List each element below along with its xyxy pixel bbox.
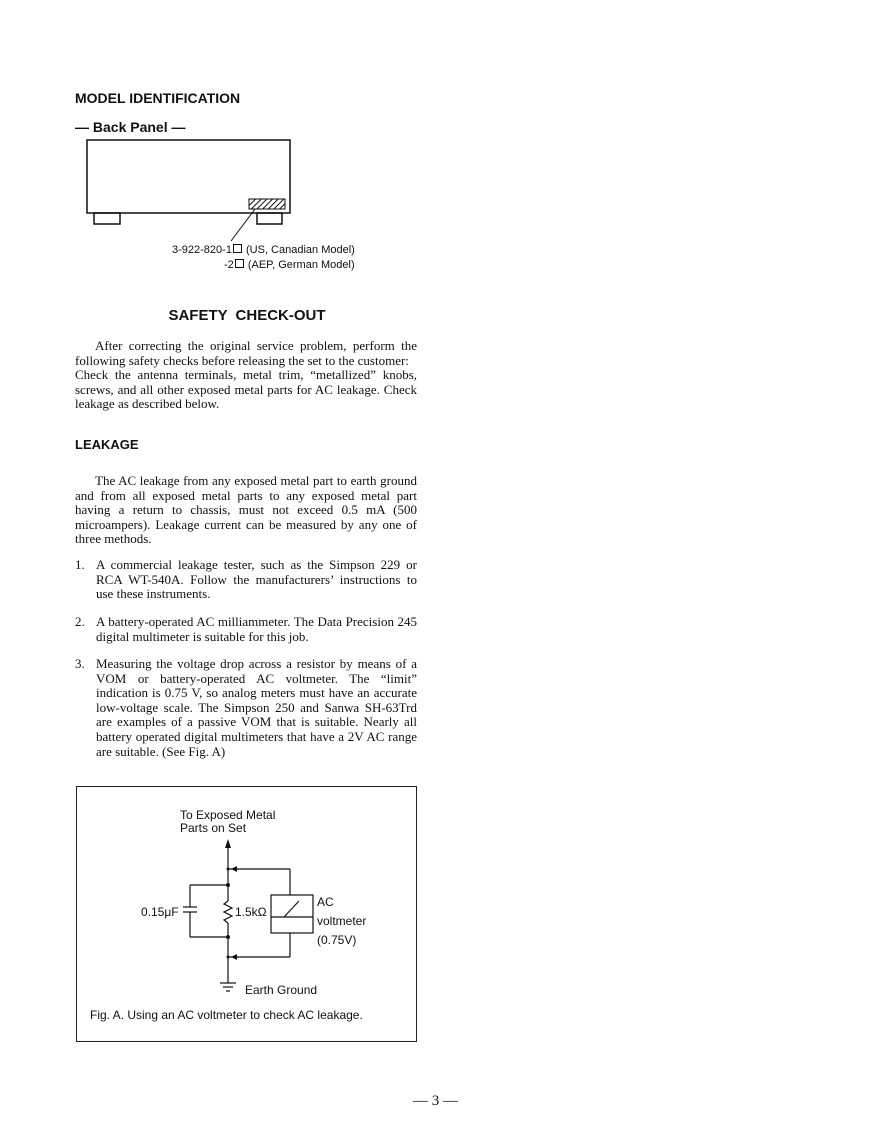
capacitor-label: 0.15μF (141, 905, 179, 919)
page-number: — 3 — (413, 1093, 458, 1109)
method-text: A battery-operated AC milliammeter. The Data Precision 245 digital multimeter is suitable for this job. (96, 614, 417, 644)
box-symbol (235, 259, 244, 268)
intro-paragraph-1: After correcting the original service problem, perform the following safety checks before releasing the set to the customer: (75, 338, 417, 368)
junction-top (226, 883, 230, 887)
leakage-text: The AC leakage from any exposed metal part to earth ground and from all exposed metal parts to any exposed metal part having a return to chassis, must not exceed 0.5 mA (500 microampers). Leakage current can be measured by any one of three methods. (75, 473, 417, 547)
arrow-up (225, 839, 231, 848)
method-item (75, 615, 417, 644)
safety-checkout-heading: SAFETY CHECK-OUT (168, 307, 326, 324)
figure-a-box (76, 786, 417, 1042)
figure-caption: Fig. A. Using an AC voltmeter to check AC leakage. (90, 1008, 363, 1022)
box-symbol (233, 244, 242, 253)
voltmeter-label-line1: AC (317, 895, 334, 909)
voltmeter-needle (284, 901, 299, 917)
method-number: 3. (75, 656, 85, 671)
model-identification-heading: MODEL IDENTIFICATION (75, 90, 241, 106)
leader-line (231, 209, 255, 241)
junction-meter-top (227, 868, 230, 871)
to-metal-label-line2: Parts on Set (180, 821, 247, 835)
panel-foot-right (257, 213, 282, 224)
panel-foot-left (94, 213, 120, 224)
model-label-us: 3-922-820-1 (US, Canadian Model) (172, 244, 355, 256)
safety-intro (75, 339, 417, 412)
junction-bottom (226, 935, 230, 939)
back-panel-subheading: — Back Panel — (75, 119, 186, 135)
model-label-aep: -2 (AEP, German Model) (224, 259, 355, 271)
to-metal-label-line1: To Exposed Metal (180, 808, 276, 822)
voltmeter-box (271, 895, 313, 933)
resistor-zigzag (224, 901, 232, 923)
leakage-paragraph (75, 474, 417, 547)
leakage-heading: LEAKAGE (75, 437, 139, 452)
earth-ground-label: Earth Ground (245, 983, 318, 997)
junction-meter-bottom (227, 956, 230, 959)
intro-paragraph-2: Check the antenna terminals, metal trim, “metallized” knobs, screws, and all other exposed metal parts for AC leakage. Check leakage as described below. (75, 367, 417, 412)
resistor-label: 1.5kΩ (235, 905, 267, 919)
method-number: 2. (75, 614, 85, 629)
method-text: Measuring the voltage drop across a resistor by means of a VOM or battery-operated AC voltmeter. The “limit” indication is 0.75 V, so analog meters must have an accurate low-voltage scale. The Simpson 250 and Sanwa SH-63Trd are examples of a passive VOM that is suitable. Nearly all battery operated digital multimeters that have a 2V AC range are suitable. (See Fig. A) (96, 656, 417, 759)
method-item (75, 657, 417, 759)
method-text: A commercial leakage tester, such as the Simpson 229 or RCA WT-540A. Follow the manufacturers’ instructions to use these instruments. (96, 557, 417, 602)
serial-label-plate (249, 199, 285, 209)
voltmeter-label-line3: (0.75V) (317, 933, 357, 947)
voltmeter-label-line2: voltmeter (317, 914, 367, 928)
method-item (75, 558, 417, 602)
method-number: 1. (75, 557, 85, 572)
